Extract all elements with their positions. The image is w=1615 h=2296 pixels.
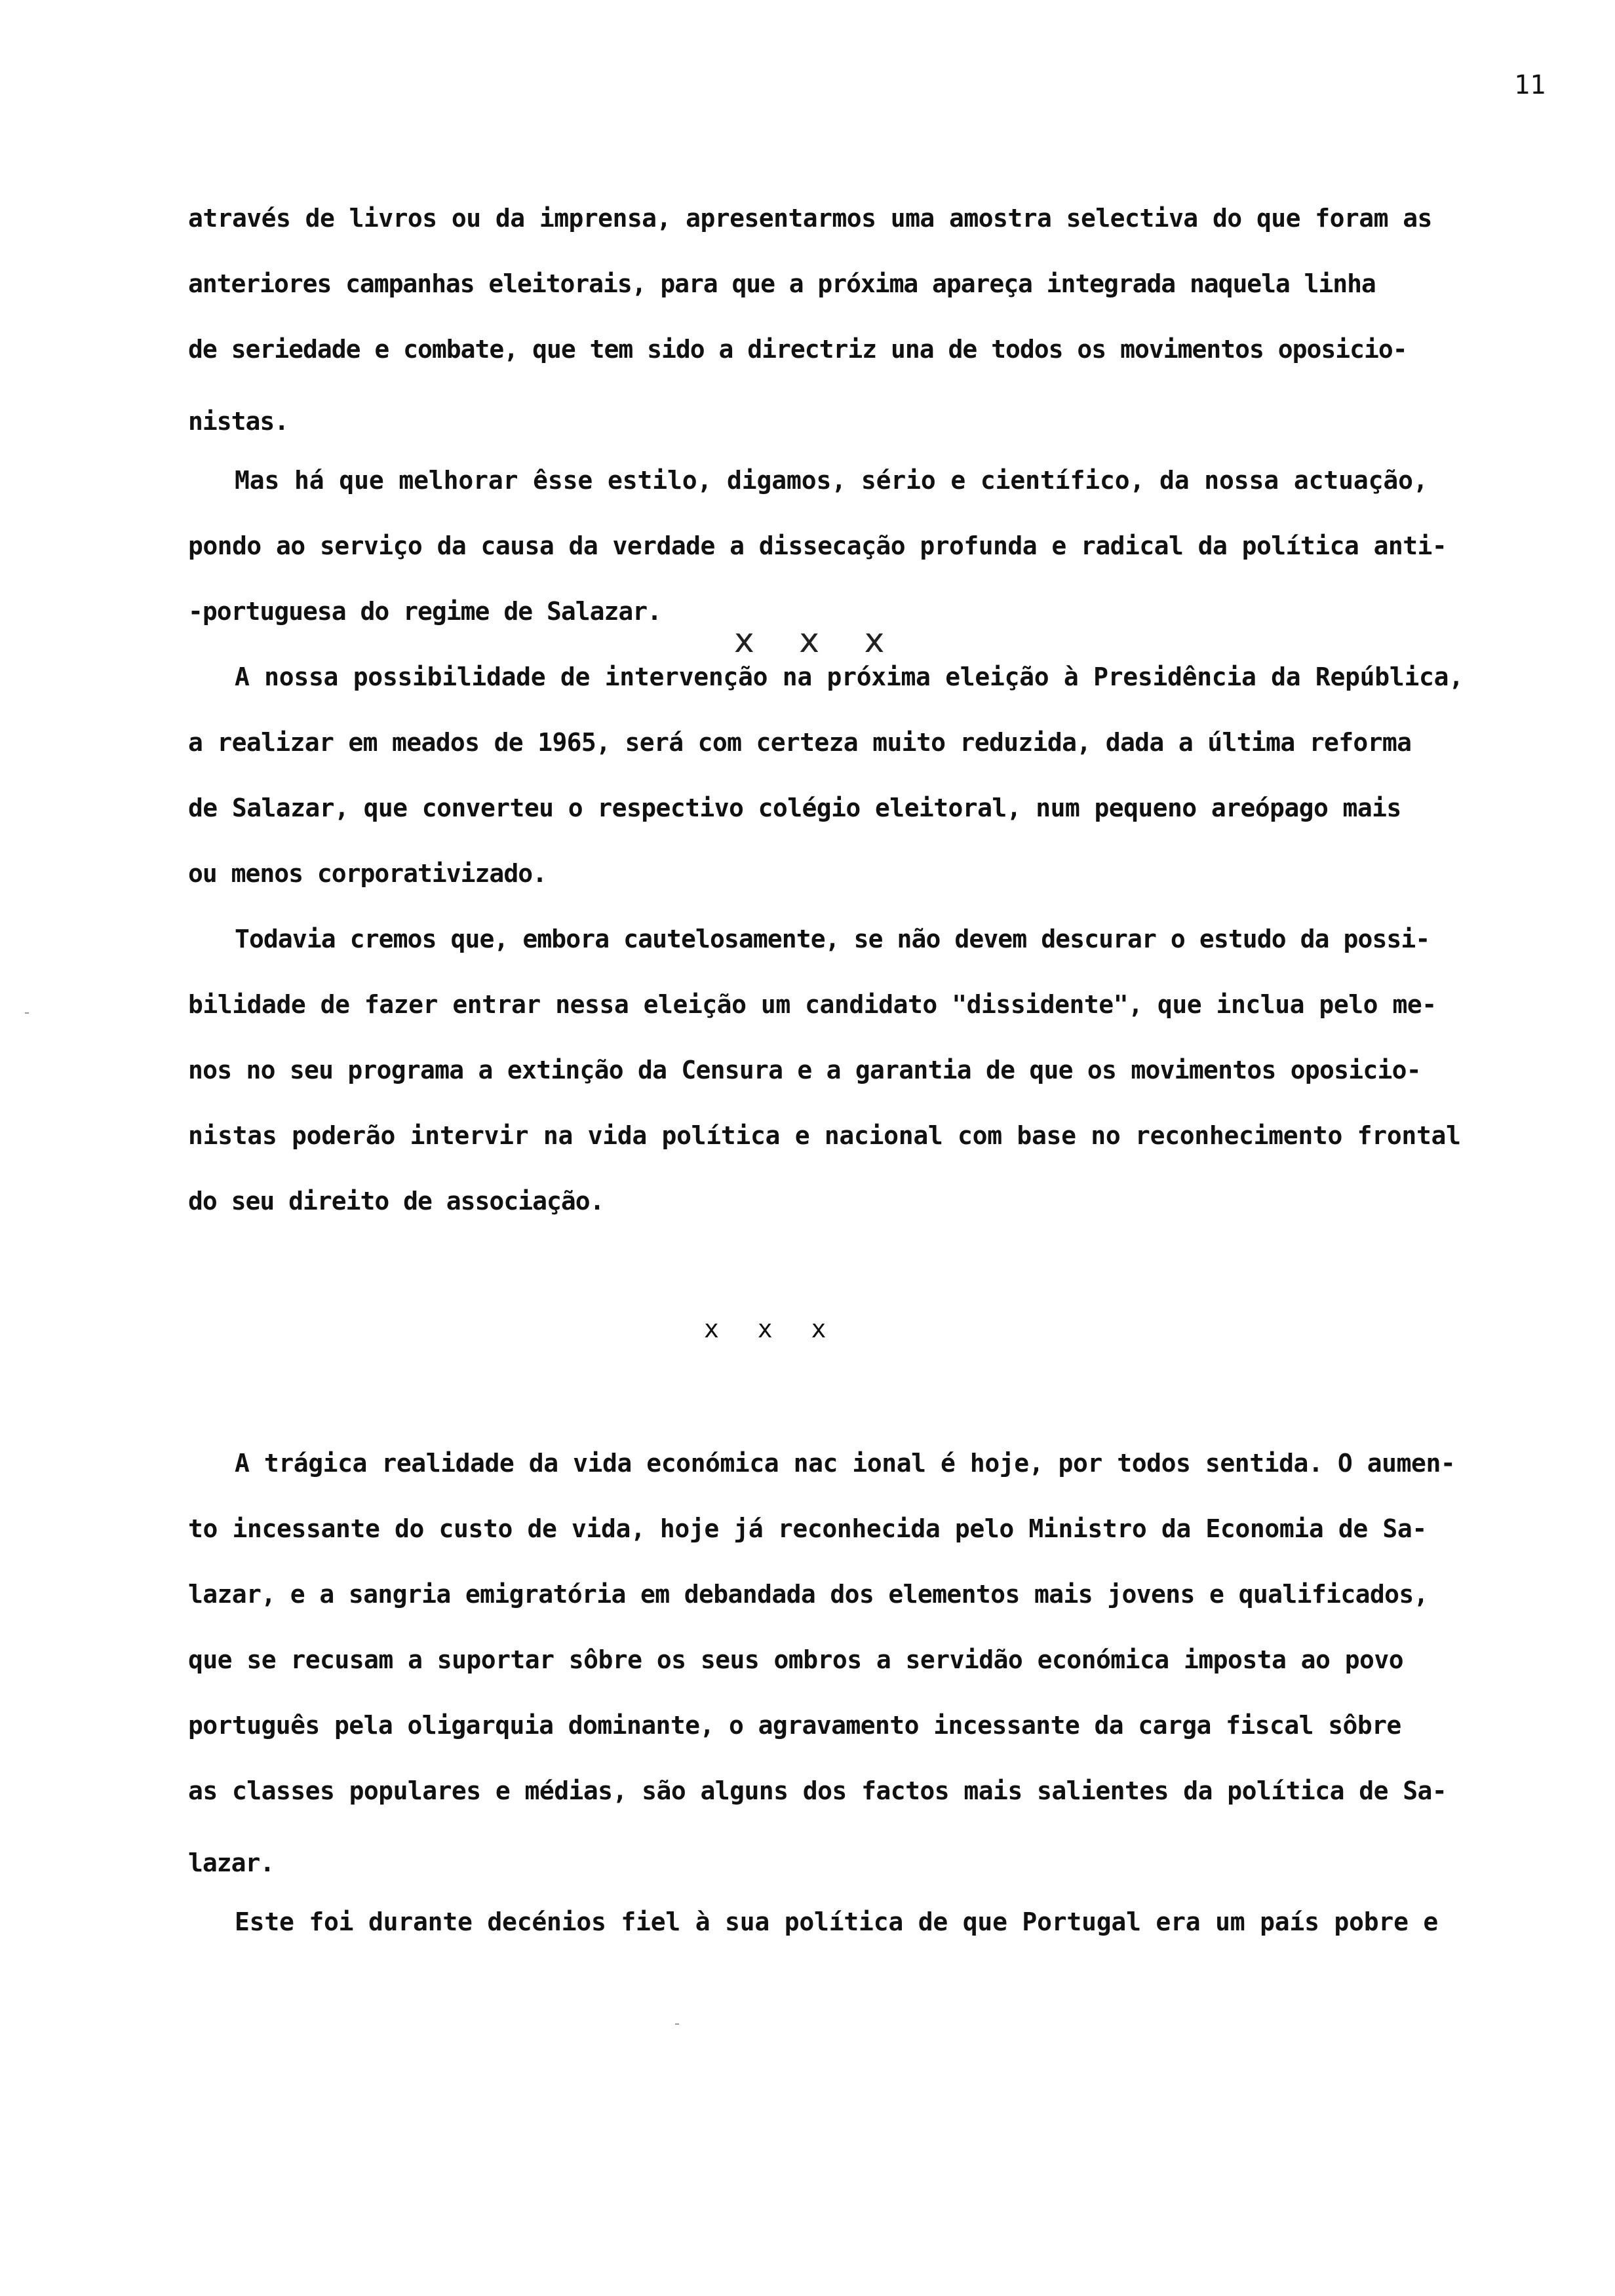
text-line: lazar.: [188, 1848, 275, 1877]
scan-artifact: [25, 1012, 29, 1014]
page-number: 11: [1514, 70, 1546, 100]
text-line: a realizar em meados de 1965, será com certeza muito reduzida, dada a última reforma: [188, 728, 1412, 757]
text-line: do seu direito de associação.: [188, 1187, 604, 1215]
text-line: A trágica realidade da vida económica nac ional é hoje, por todos sentida. O aumen-: [235, 1449, 1456, 1478]
text-line: lazar, e a sangria emigratória em debandada dos elementos mais jovens e qualificados,: [188, 1580, 1428, 1609]
text-line: -portuguesa do regime de Salazar.: [188, 597, 661, 626]
text-line: que se recusam a suportar sôbre os seus ombros a servidão económica imposta ao povo: [188, 1645, 1404, 1674]
handwritten-mark: x x x: [734, 621, 902, 660]
text-line: as classes populares e médias, são alguns dos factos mais salientes da política de Sa-: [188, 1776, 1447, 1805]
section-separator: x x x: [704, 1314, 838, 1343]
text-line: to incessante do custo de vida, hoje já reconhecida pelo Ministro da Economia de Sa-: [188, 1514, 1427, 1543]
text-line: A nossa possibilidade de intervenção na próxima eleição à Presidência da República,: [235, 662, 1464, 691]
text-line: Este foi durante decénios fiel à sua política de que Portugal era um país pobre e: [235, 1907, 1439, 1936]
text-line: nistas poderão intervir na vida política e nacional com base no reconhecimento frontal: [188, 1121, 1461, 1150]
text-line: bilidade de fazer entrar nessa eleição um candidato "dissidente", que inclua pelo me-: [188, 990, 1437, 1019]
text-line: ou menos corporativizado.: [188, 859, 547, 888]
text-line: de seriedade e combate, que tem sido a directriz una de todos os movimentos oposicio-: [188, 335, 1407, 364]
text-line: pondo ao serviço da causa da verdade a dissecação profunda e radical da política anti-: [188, 531, 1447, 560]
text-line: Mas há que melhorar êsse estilo, digamos, sério e científico, da nossa actuação,: [235, 466, 1428, 495]
text-line: Todavia cremos que, embora cautelosamente, se não devem descurar o estudo da possi-: [235, 925, 1430, 953]
text-line: anteriores campanhas eleitorais, para que a próxima apareça integrada naquela linha: [188, 269, 1376, 298]
text-line: de Salazar, que converteu o respectivo colégio eleitoral, num pequeno areópago mais: [188, 794, 1401, 822]
text-line: nos no seu programa a extinção da Censura e a garantia de que os movimentos oposicio-: [188, 1056, 1421, 1084]
text-line: português pela oligarquia dominante, o agravamento incessante da carga fiscal sôbre: [188, 1711, 1401, 1740]
text-line: nistas.: [188, 407, 289, 436]
scan-artifact: [675, 2023, 679, 2025]
text-line: através de livros ou da imprensa, apresentarmos uma amostra selectiva do que foram as: [188, 204, 1432, 233]
